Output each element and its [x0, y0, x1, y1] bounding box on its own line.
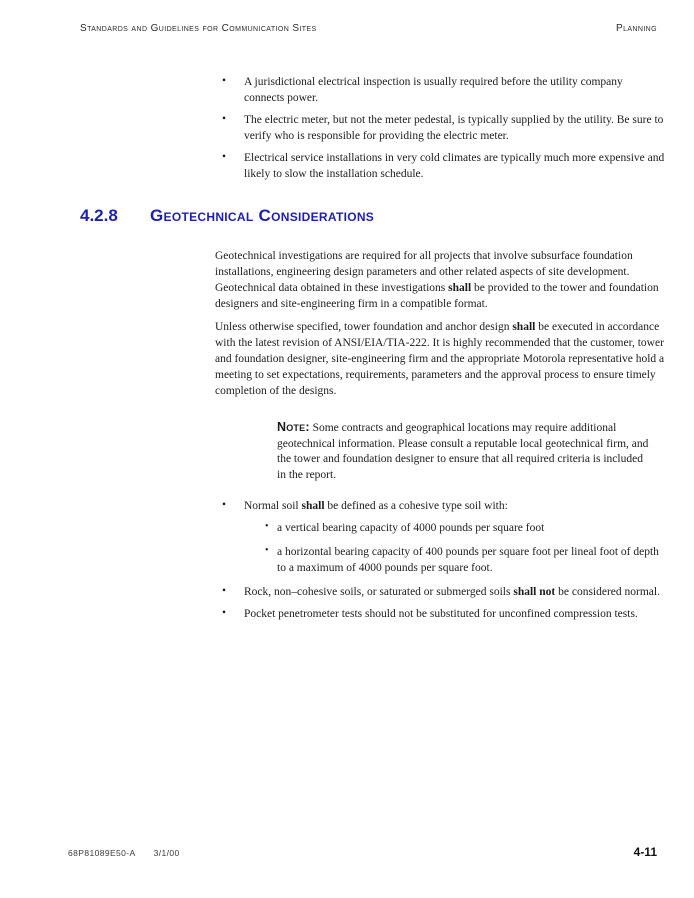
paragraph-text: be defined as a cohesive type soil with:: [324, 500, 508, 512]
sub-bullet-text: a horizontal bearing capacity of 400 pounds per square foot per lineal foot of depth to a maximum of 4000 pounds per square foot.: [277, 546, 659, 574]
paragraph-text: Normal soil: [244, 500, 302, 512]
page-header: [80, 23, 657, 34]
sub-bullet-item: [215, 520, 665, 536]
emphasized-text: shall: [448, 282, 472, 294]
bullet-text: A jurisdictional electrical inspection is usually required before the utility company connects power.: [244, 76, 623, 104]
doc-number: 68P81089E50-A: [68, 848, 136, 858]
note-text: Some contracts and geographical locations may require additional geotechnical information. Please consult a reputable local geotechnical firm, and the tower and foundation designer to ensure that all required criteria is included in the report.: [277, 422, 649, 481]
bullet-icon: •: [222, 151, 227, 163]
bullet-icon: •: [265, 521, 269, 532]
paragraph-text: be considered normal.: [555, 586, 660, 598]
bullet-item: [215, 150, 665, 182]
paragraph-text: Rock, non–cohesive soils, or saturated or submerged soils: [244, 586, 514, 598]
soil-bullet-list: [215, 498, 665, 622]
bullet-item: [215, 606, 665, 622]
emphasized-text: shall: [512, 321, 536, 333]
sub-bullet-text: a vertical bearing capacity of 4000 pounds per square foot: [277, 522, 545, 534]
paragraph-geotechnical-investigations: [215, 248, 665, 312]
header-right-title: Planning: [616, 23, 657, 34]
footer-left: [68, 848, 180, 858]
paragraph-text: be executed in accordance with the latest revision of ANSI/EIA/TIA-222. It is highly recommended that the customer, tower and foundation designer, site-engineering firm and the appropriate Motorola representative hold a meeting to set expectations, requirements, parameters and the approval process to ensure timely completion of the designs.: [215, 321, 665, 397]
paragraph-text: be provided to the tower and foundation designers and site-engineering firm in a compatible format.: [215, 282, 659, 310]
paragraph-text: Unless otherwise specified, tower foundation and anchor design: [215, 321, 513, 333]
bullet-icon: •: [222, 499, 227, 511]
bullet-text: [244, 586, 660, 598]
page-number: 4-11: [633, 845, 657, 859]
bullet-text: Electrical service installations in very cold climates are typically much more expensive and likely to slow the installation schedule.: [244, 152, 665, 180]
header-left-title: Standards and Guidelines for Communication Sites: [80, 23, 317, 34]
section-title: Geotechnical Considerations: [150, 206, 375, 225]
bullet-item: [215, 498, 665, 514]
soil-sub-bullet-list: [215, 520, 665, 576]
bullet-text: Pocket penetrometer tests should not be substituted for unconfined compression tests.: [244, 608, 638, 620]
sub-bullet-item: [215, 544, 665, 576]
bullet-item: [215, 112, 665, 144]
bullet-text: The electric meter, but not the meter pedestal, is typically supplied by the utility. Be sure to verify who is responsible for providing the electric meter.: [244, 114, 664, 142]
bullet-icon: •: [222, 75, 227, 87]
intro-bullet-list: [215, 74, 665, 188]
bullet-icon: •: [265, 545, 269, 556]
bullet-icon: •: [222, 585, 227, 597]
section-body: [215, 248, 665, 628]
section-heading: [80, 206, 660, 226]
section-number: 4.2.8: [80, 206, 118, 225]
bullet-item: [215, 584, 665, 600]
emphasized-text: shall: [301, 500, 325, 512]
note-block: [277, 420, 653, 483]
doc-date: 3/1/00: [153, 848, 180, 858]
paragraph-tower-foundation-design: [215, 319, 665, 399]
bullet-text: [244, 500, 508, 512]
page-footer: [68, 845, 657, 859]
paragraph-text: Geotechnical investigations are required for all projects that involve subsurface foundation installations, engineering design parameters and other related aspects of site development. Geotechnical data obtained in these investigations: [215, 250, 633, 294]
bullet-item: [215, 74, 665, 106]
note-label: Note:: [277, 420, 310, 434]
bullet-icon: •: [222, 607, 227, 619]
emphasized-text: shall not: [513, 586, 556, 598]
bullet-icon: •: [222, 113, 227, 125]
